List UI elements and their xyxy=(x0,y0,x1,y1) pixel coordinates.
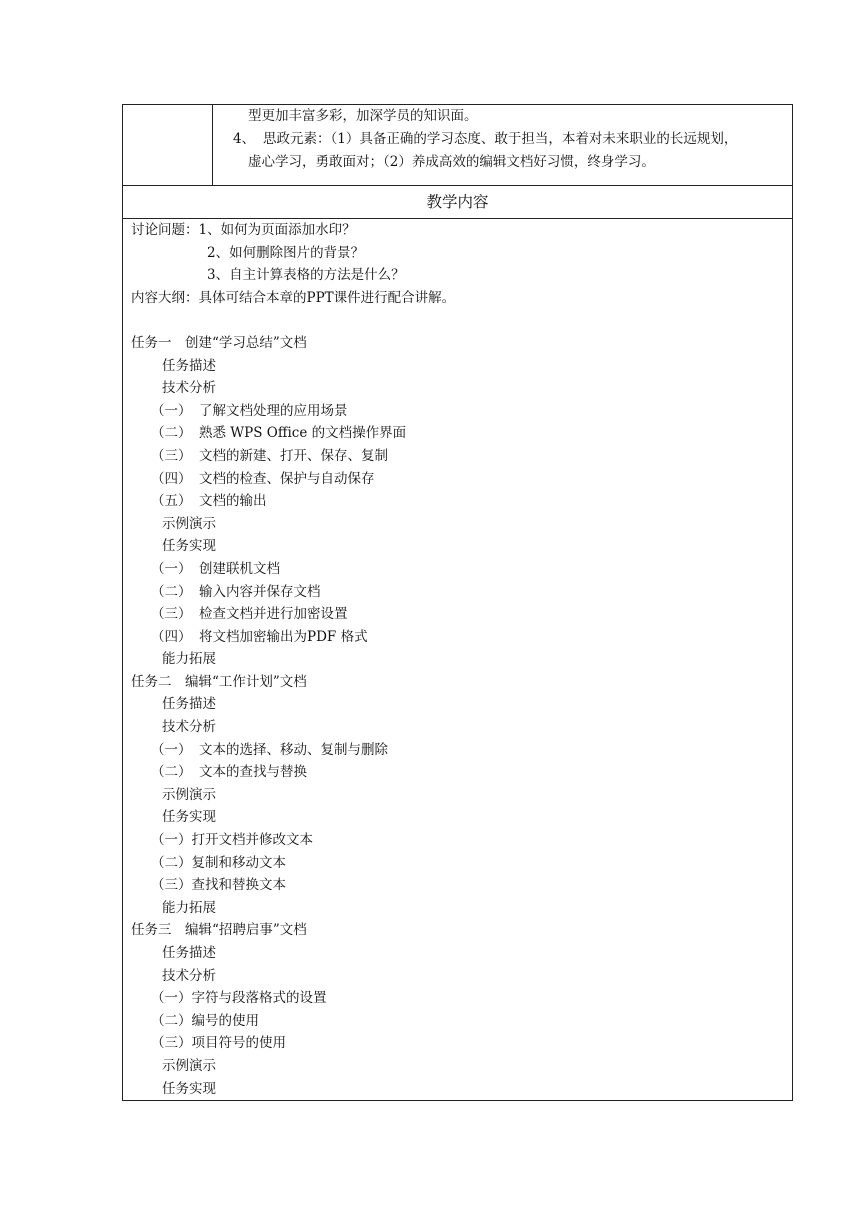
task1-impl-item xyxy=(131,626,792,649)
section-title: 教学内容 xyxy=(123,186,793,219)
objective-3-continuation: 型更加丰富多彩，加深学员的知识面。 xyxy=(248,108,478,124)
task1-analysis-item xyxy=(131,490,792,513)
task3-title: 任务三 编辑“招聘启事”文档 xyxy=(131,922,307,939)
task1-impl-item xyxy=(131,603,792,626)
discussion-q1-text: 1、如何为页面添加水印？ xyxy=(198,222,356,238)
objectives-label-cell xyxy=(123,105,213,186)
task1-impl: 任务实现 xyxy=(162,538,216,555)
objectives-row xyxy=(123,105,793,186)
task3-demo: 示例演示 xyxy=(162,1057,216,1074)
objective-4 xyxy=(213,128,792,151)
item-number: （二） xyxy=(151,764,192,781)
item-number: （三） xyxy=(151,447,192,464)
item-number: （四） xyxy=(151,628,192,645)
task3-analysis: 技术分析 xyxy=(162,967,216,984)
item-number: （四） xyxy=(151,470,192,487)
item-number: （三） xyxy=(151,606,192,623)
item-text: 文本的选择、移动、复制与删除 xyxy=(199,741,388,758)
item-number: （二） xyxy=(151,583,192,600)
item-number: （一） xyxy=(151,741,192,758)
item-text: 熟悉 WPS Office 的文档操作界面 xyxy=(199,425,407,442)
discussion-label: 讨论问题： xyxy=(131,222,199,238)
lesson-plan-table xyxy=(122,104,793,1101)
item-text: 文档的输出 xyxy=(199,493,267,510)
task2-analysis-item xyxy=(131,739,792,762)
item-text: 将文档加密输出为PDF 格式 xyxy=(199,628,368,645)
task1-analysis: 技术分析 xyxy=(162,380,216,397)
item-text: 文档的新建、打开、保存、复制 xyxy=(199,447,388,464)
task2-analysis: 技术分析 xyxy=(162,719,216,736)
content-row xyxy=(123,219,793,1101)
task2-title: 任务二 编辑“工作计划”文档 xyxy=(131,673,307,690)
task3-analysis-item: （二）编号的使用 xyxy=(151,1012,259,1029)
item-text: 输入内容并保存文档 xyxy=(199,583,321,600)
task1-desc: 任务描述 xyxy=(162,357,216,374)
objective-4-number: 4、 xyxy=(233,131,256,147)
task3-impl: 任务实现 xyxy=(162,1080,216,1097)
section-title-row xyxy=(123,186,793,219)
task1-impl-item xyxy=(131,558,792,581)
item-text: 文档的检查、保护与自动保存 xyxy=(199,470,375,487)
objective-4-continuation: 虚心学习，勇敢面对；（2）养成高效的编辑文档好习惯，终身学习。 xyxy=(248,154,655,170)
task1-analysis-item xyxy=(131,400,792,423)
task1-title: 任务一 创建“学习总结”文档 xyxy=(131,334,307,351)
task2-desc: 任务描述 xyxy=(162,696,216,713)
item-number: （五） xyxy=(151,493,192,510)
task2-impl: 任务实现 xyxy=(162,809,216,826)
task2-impl-item: （二）复制和移动文本 xyxy=(151,854,286,871)
item-text: 检查文档并进行加密设置 xyxy=(199,606,348,623)
task1-analysis-item xyxy=(131,468,792,491)
task3-analysis-item: （三）项目符号的使用 xyxy=(151,1035,286,1052)
task3-analysis-item: （一）字符与段落格式的设置 xyxy=(151,990,327,1007)
objective-4-text: 思政元素：（1）具备正确的学习态度、敢于担当，本着对未来职业的长远规划， xyxy=(263,131,738,147)
blank-line xyxy=(131,309,792,332)
task2-impl-item: （三）查找和替换文本 xyxy=(151,877,286,894)
item-number: （一） xyxy=(151,402,192,419)
task1-analysis-item xyxy=(131,422,792,445)
item-text: 创建联机文档 xyxy=(199,560,280,577)
discussion-question-1 xyxy=(131,219,792,242)
content-outline: 内容大纲：具体可结合本章的PPT课件进行配合讲解。 xyxy=(131,289,456,306)
item-text: 文本的查找与替换 xyxy=(199,764,307,781)
task2-impl-item: （一）打开文档并修改文本 xyxy=(151,832,313,849)
discussion-question-3: 3、自主计算表格的方法是什么？ xyxy=(207,267,405,284)
objectives-cell xyxy=(213,105,793,186)
task2-analysis-item xyxy=(131,761,792,784)
item-number: （二） xyxy=(151,425,192,442)
item-number: （一） xyxy=(151,560,192,577)
content-cell xyxy=(123,219,793,1101)
task2-ext: 能力拓展 xyxy=(162,899,216,916)
task1-impl-item xyxy=(131,581,792,604)
item-text: 了解文档处理的应用场景 xyxy=(199,402,348,419)
task3-desc: 任务描述 xyxy=(162,945,216,961)
task1-analysis-item xyxy=(131,445,792,468)
task1-demo: 示例演示 xyxy=(162,515,216,532)
discussion-question-2: 2、如何删除图片的背景？ xyxy=(207,244,365,261)
task2-demo: 示例演示 xyxy=(162,786,216,803)
task1-ext: 能力拓展 xyxy=(162,651,216,668)
